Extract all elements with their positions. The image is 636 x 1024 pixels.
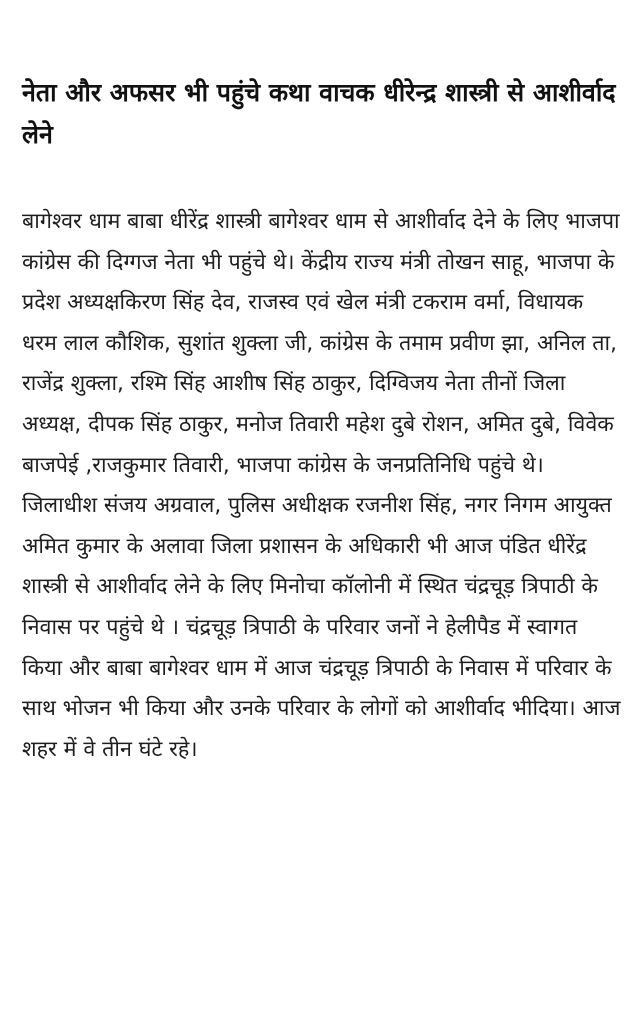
article-body: बागेश्वर धाम बाबा धीरेंद्र शास्त्री बागेश्वर धाम से आशीर्वाद देने के लिए भाजपा कांग्रेस की दिग्गज नेता भी पहुंचे थे। केंद्रीय राज्य मंत्री तोखन साहू, भाजपा के प्रदेश अध्यक्षकिरण सिंह देव, राजस्व एवं खेल मंत्री टकराम वर्मा, विधायक धरम लाल कौशिक, सुशांत शुक्ला जी, कांग्रेस के तमाम प्रवीण झा, अनिल ता, राजेंद्र शुक्ला, रश्मि सिंह आशीष सिंह ठाकुर, दिग्विजय नेता तीनों जिला अध्यक्ष, दीपक सिंह ठाकुर, मनोज तिवारी महेश दुबे रोशन, अमित दुबे, विवेक बाजपेई ,राजकुमार तिवारी, भाजपा कांग्रेस के जनप्रतिनिधि पहुंचे थे। जिलाधीश संजय अग्रवाल, पुलिस अधीक्षक रजनीश सिंह, नगर निगम आयुक्त अमित कुमार के अलावा जिला प्रशासन के अधिकारी भी आज पंडित धीरेंद्र शास्त्री से आशीर्वाद लेने के लिए मिनोचा कॉलोनी में स्थित चंद्रचूड़ त्रिपाठी के निवास पर पहुंचे थे । चंद्रचूड़ त्रिपाठी के परिवार जनों ने हेलीपैड में स्वागत किया और बाबा बागेश्वर धाम में आज चंद्रचूड़ त्रिपाठी के निवास में परिवार के साथ भोजन भी किया और उनके परिवार के लोगों को आशीर्वाद भीदिया। आज शहर में वे तीन घंटे रहे। (22, 209, 621, 762)
news-article (22, 72, 622, 770)
article-headline: नेता और अफसर भी पहुंचे कथा वाचक धीरेन्द्र शास्त्री से आशीर्वाद लेने (22, 78, 616, 149)
